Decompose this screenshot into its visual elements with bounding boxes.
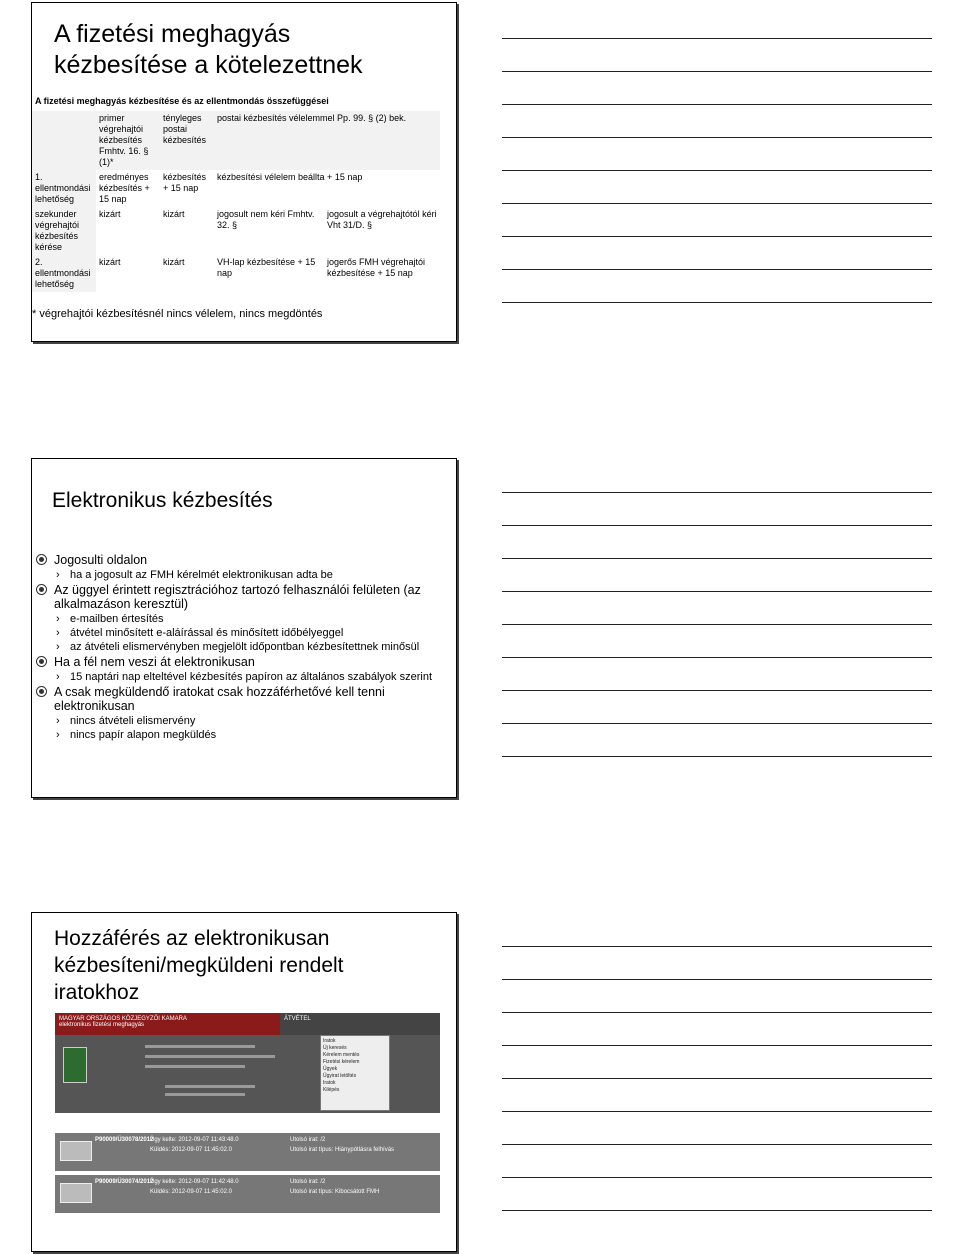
menu-screenshot: [280, 1013, 440, 1113]
note-line: [502, 170, 932, 171]
sub-bullet-item: [34, 729, 454, 741]
bullet-icon: [36, 554, 47, 565]
chevron-icon: ›: [56, 729, 60, 741]
note-line: [502, 756, 932, 757]
sub-bullet-item: [34, 613, 454, 625]
note-line: [502, 1144, 932, 1145]
table-cell: VH-lap kézbesítése + 15 nap: [217, 257, 316, 278]
note-line: [502, 236, 932, 237]
menu-item: Ügyek: [323, 1066, 338, 1072]
menu-item: Iratok: [323, 1080, 336, 1086]
chevron-icon: ›: [56, 627, 60, 639]
row-label: 1. ellentmondási lehetőség: [32, 170, 96, 207]
document-line: Küldés: 2012-09-07 11:45:02.0: [150, 1189, 232, 1195]
text-line: [165, 1085, 255, 1088]
table-cell: jogosult a végrehajtótól kéri Vht 31/D. §: [327, 209, 437, 230]
slide-title: [54, 19, 363, 81]
slide-fizetesi-meghagyas: [31, 2, 457, 342]
menu-item: Iratok: [323, 1038, 336, 1044]
note-line: [502, 1045, 932, 1046]
footnote: * végrehajtói kézbesítésnél nincs vélelem, nincs megdöntés: [32, 308, 323, 320]
bullet-item: [34, 553, 454, 567]
table-cell: kizárt: [99, 257, 121, 267]
document-line: Utolsó irat: /2: [290, 1179, 326, 1185]
document-id: P90009/Ü30078/2012: [95, 1137, 154, 1143]
portal-header-subtitle: elektronikus fizetési meghagyás: [59, 1022, 145, 1028]
table-cell: jogerős FMH végrehajtói kézbesítése + 15 nap: [327, 257, 426, 278]
table-row: [32, 255, 440, 292]
row-label: szekunder végrehajtói kézbesítés kérése: [32, 207, 96, 255]
sub-bullet-text: az átvételi elismervényben megjelölt időpontban kézbesítettnek minősül: [70, 641, 420, 653]
note-line: [502, 979, 932, 980]
note-line: [502, 1012, 932, 1013]
note-line: [502, 1177, 932, 1178]
document-id: P90009/Ü30074/2012: [95, 1179, 154, 1185]
menu-item: Új keresés: [323, 1045, 347, 1051]
menu-header: ÁTVÉTEL: [280, 1013, 440, 1035]
document-line: Küldés: 2012-09-07 11:45:02.0: [150, 1147, 232, 1153]
title-line: kézbesítése a kötelezettnek: [54, 51, 363, 79]
note-line: [502, 1078, 932, 1079]
slide-hozzaferes: [31, 912, 457, 1252]
sub-bullet-item: [34, 569, 454, 581]
text-line: [145, 1065, 245, 1068]
title-line: iratokhoz: [54, 981, 140, 1004]
slide-title: [54, 925, 344, 1006]
note-line: [502, 71, 932, 72]
table-cell: kézbesítés + 15 nap: [163, 172, 207, 193]
chevron-icon: ›: [56, 715, 60, 727]
sub-bullet-item: [34, 671, 454, 683]
bullet-item: [34, 655, 454, 669]
portal-header: [55, 1013, 300, 1035]
note-line: [502, 624, 932, 625]
header-cell: primer végrehajtói kézbesítés Fmhtv. 16. § (1)*: [96, 111, 160, 170]
note-line: [502, 302, 932, 303]
menu-item: Kilépés: [323, 1087, 340, 1093]
note-line: [502, 203, 932, 204]
note-line: [502, 690, 932, 691]
bullet-icon: [36, 584, 47, 595]
document-line: Ügy kelte: 2012-09-07 11:43:48.0: [150, 1137, 239, 1143]
document-icon: [60, 1141, 92, 1161]
slide-title: Elektronikus kézbesítés: [52, 489, 273, 512]
title-line: Hozzáférés az elektronikusan: [54, 927, 330, 950]
table-cell: kézbesítési vélelem beállta + 15 nap: [217, 172, 363, 182]
portal-header-title: MAGYAR ORSZÁGOS KÖZJEGYZŐI KAMARA: [59, 1016, 187, 1022]
note-line: [502, 104, 932, 105]
row-label: 2. ellentmondási lehetőség: [32, 255, 96, 292]
chevron-icon: ›: [56, 671, 60, 683]
note-line: [502, 591, 932, 592]
note-line: [502, 723, 932, 724]
document-row: [55, 1175, 440, 1213]
sub-bullet-item: [34, 641, 454, 653]
chevron-icon: ›: [56, 569, 60, 581]
bullet-icon: [36, 656, 47, 667]
table-row: [32, 207, 440, 255]
bullet-item: [34, 685, 454, 713]
sub-bullet-item: [34, 715, 454, 727]
header-cell: postai kézbesítés vélelemmel Pp. 99. § (2) bek.: [214, 111, 440, 170]
header-cell: [32, 111, 96, 170]
bullet-text: Jogosulti oldalon: [54, 553, 148, 567]
bullet-item: [34, 583, 454, 611]
note-line: [502, 492, 932, 493]
portal-body: [55, 1035, 300, 1113]
menu-item: Kérelem mentés: [323, 1052, 360, 1058]
bullet-icon: [36, 686, 47, 697]
note-line: [502, 525, 932, 526]
menu-item: Ügyirat letöltés: [323, 1073, 357, 1079]
dropdown-menu: [320, 1035, 390, 1111]
note-line: [502, 946, 932, 947]
document-line: Utolsó irat: /2: [290, 1137, 326, 1143]
document-row: [55, 1133, 440, 1171]
table-header-row: [32, 111, 440, 170]
title-line: kézbesíteni/megküldeni rendelt: [54, 954, 344, 977]
bullet-list: [34, 551, 454, 741]
table-row: [32, 170, 440, 207]
document-icon: [60, 1183, 92, 1203]
note-line: [502, 137, 932, 138]
table-caption: A fizetési meghagyás kézbesítése és az ellentmondás összefüggései: [35, 96, 329, 106]
chevron-icon: ›: [56, 613, 60, 625]
sub-bullet-text: nincs papír alapon megküldés: [70, 729, 217, 741]
comparison-table: [32, 111, 440, 292]
document-line: Utolsó irat típus: Hiánypótlásra felhívás: [290, 1147, 395, 1153]
title-line: A fizetési meghagyás: [54, 20, 291, 48]
table-cell: kizárt: [99, 209, 121, 219]
note-line: [502, 1210, 932, 1211]
bullet-text: Az üggyel érintett regisztrációhoz tartozó felhasználói felületen (az alkalmazáson keresztül): [54, 583, 421, 611]
sub-bullet-text: e-mailben értesítés: [70, 613, 164, 625]
table-cell: kizárt: [163, 257, 185, 267]
coat-of-arms-icon: [63, 1047, 87, 1083]
sub-bullet-text: nincs átvételi elismervény: [70, 715, 196, 727]
text-line: [165, 1093, 245, 1096]
table-cell: eredményes kézbesítés + 15 nap: [99, 172, 150, 204]
note-line: [502, 269, 932, 270]
note-line: [502, 1111, 932, 1112]
text-line: [145, 1045, 255, 1048]
slide-elektronikus-kezbesites: [31, 458, 457, 798]
bullet-text: A csak megküldendő iratokat csak hozzáférhetővé kell tenni elektronikusan: [54, 685, 385, 713]
note-line: [502, 657, 932, 658]
portal-screenshot: [55, 1013, 300, 1113]
chevron-icon: ›: [56, 641, 60, 653]
sub-bullet-text: átvétel minősített e-aláírással és minősített időbélyeggel: [70, 627, 344, 639]
document-line: Utolsó irat típus: Kibocsátott FMH: [290, 1189, 380, 1195]
sub-bullet-text: 15 naptári nap elteltével kézbesítés papíron az általános szabályok szerint: [70, 671, 432, 683]
note-line: [502, 38, 932, 39]
header-cell: tényleges postai kézbesítés: [160, 111, 214, 170]
bullet-text: Ha a fél nem veszi át elektronikusan: [54, 655, 255, 669]
text-line: [145, 1055, 275, 1058]
note-line: [502, 558, 932, 559]
sub-bullet-text: ha a jogosult az FMH kérelmét elektronikusan adta be: [70, 569, 333, 581]
document-line: Ügy kelte: 2012-09-07 11:42:48.0: [150, 1179, 239, 1185]
menu-item: Fizetési kérelem: [323, 1059, 360, 1065]
sub-bullet-item: [34, 627, 454, 639]
table-cell: jogosult nem kéri Fmhtv. 32. §: [217, 209, 315, 230]
table-cell: kizárt: [163, 209, 185, 219]
